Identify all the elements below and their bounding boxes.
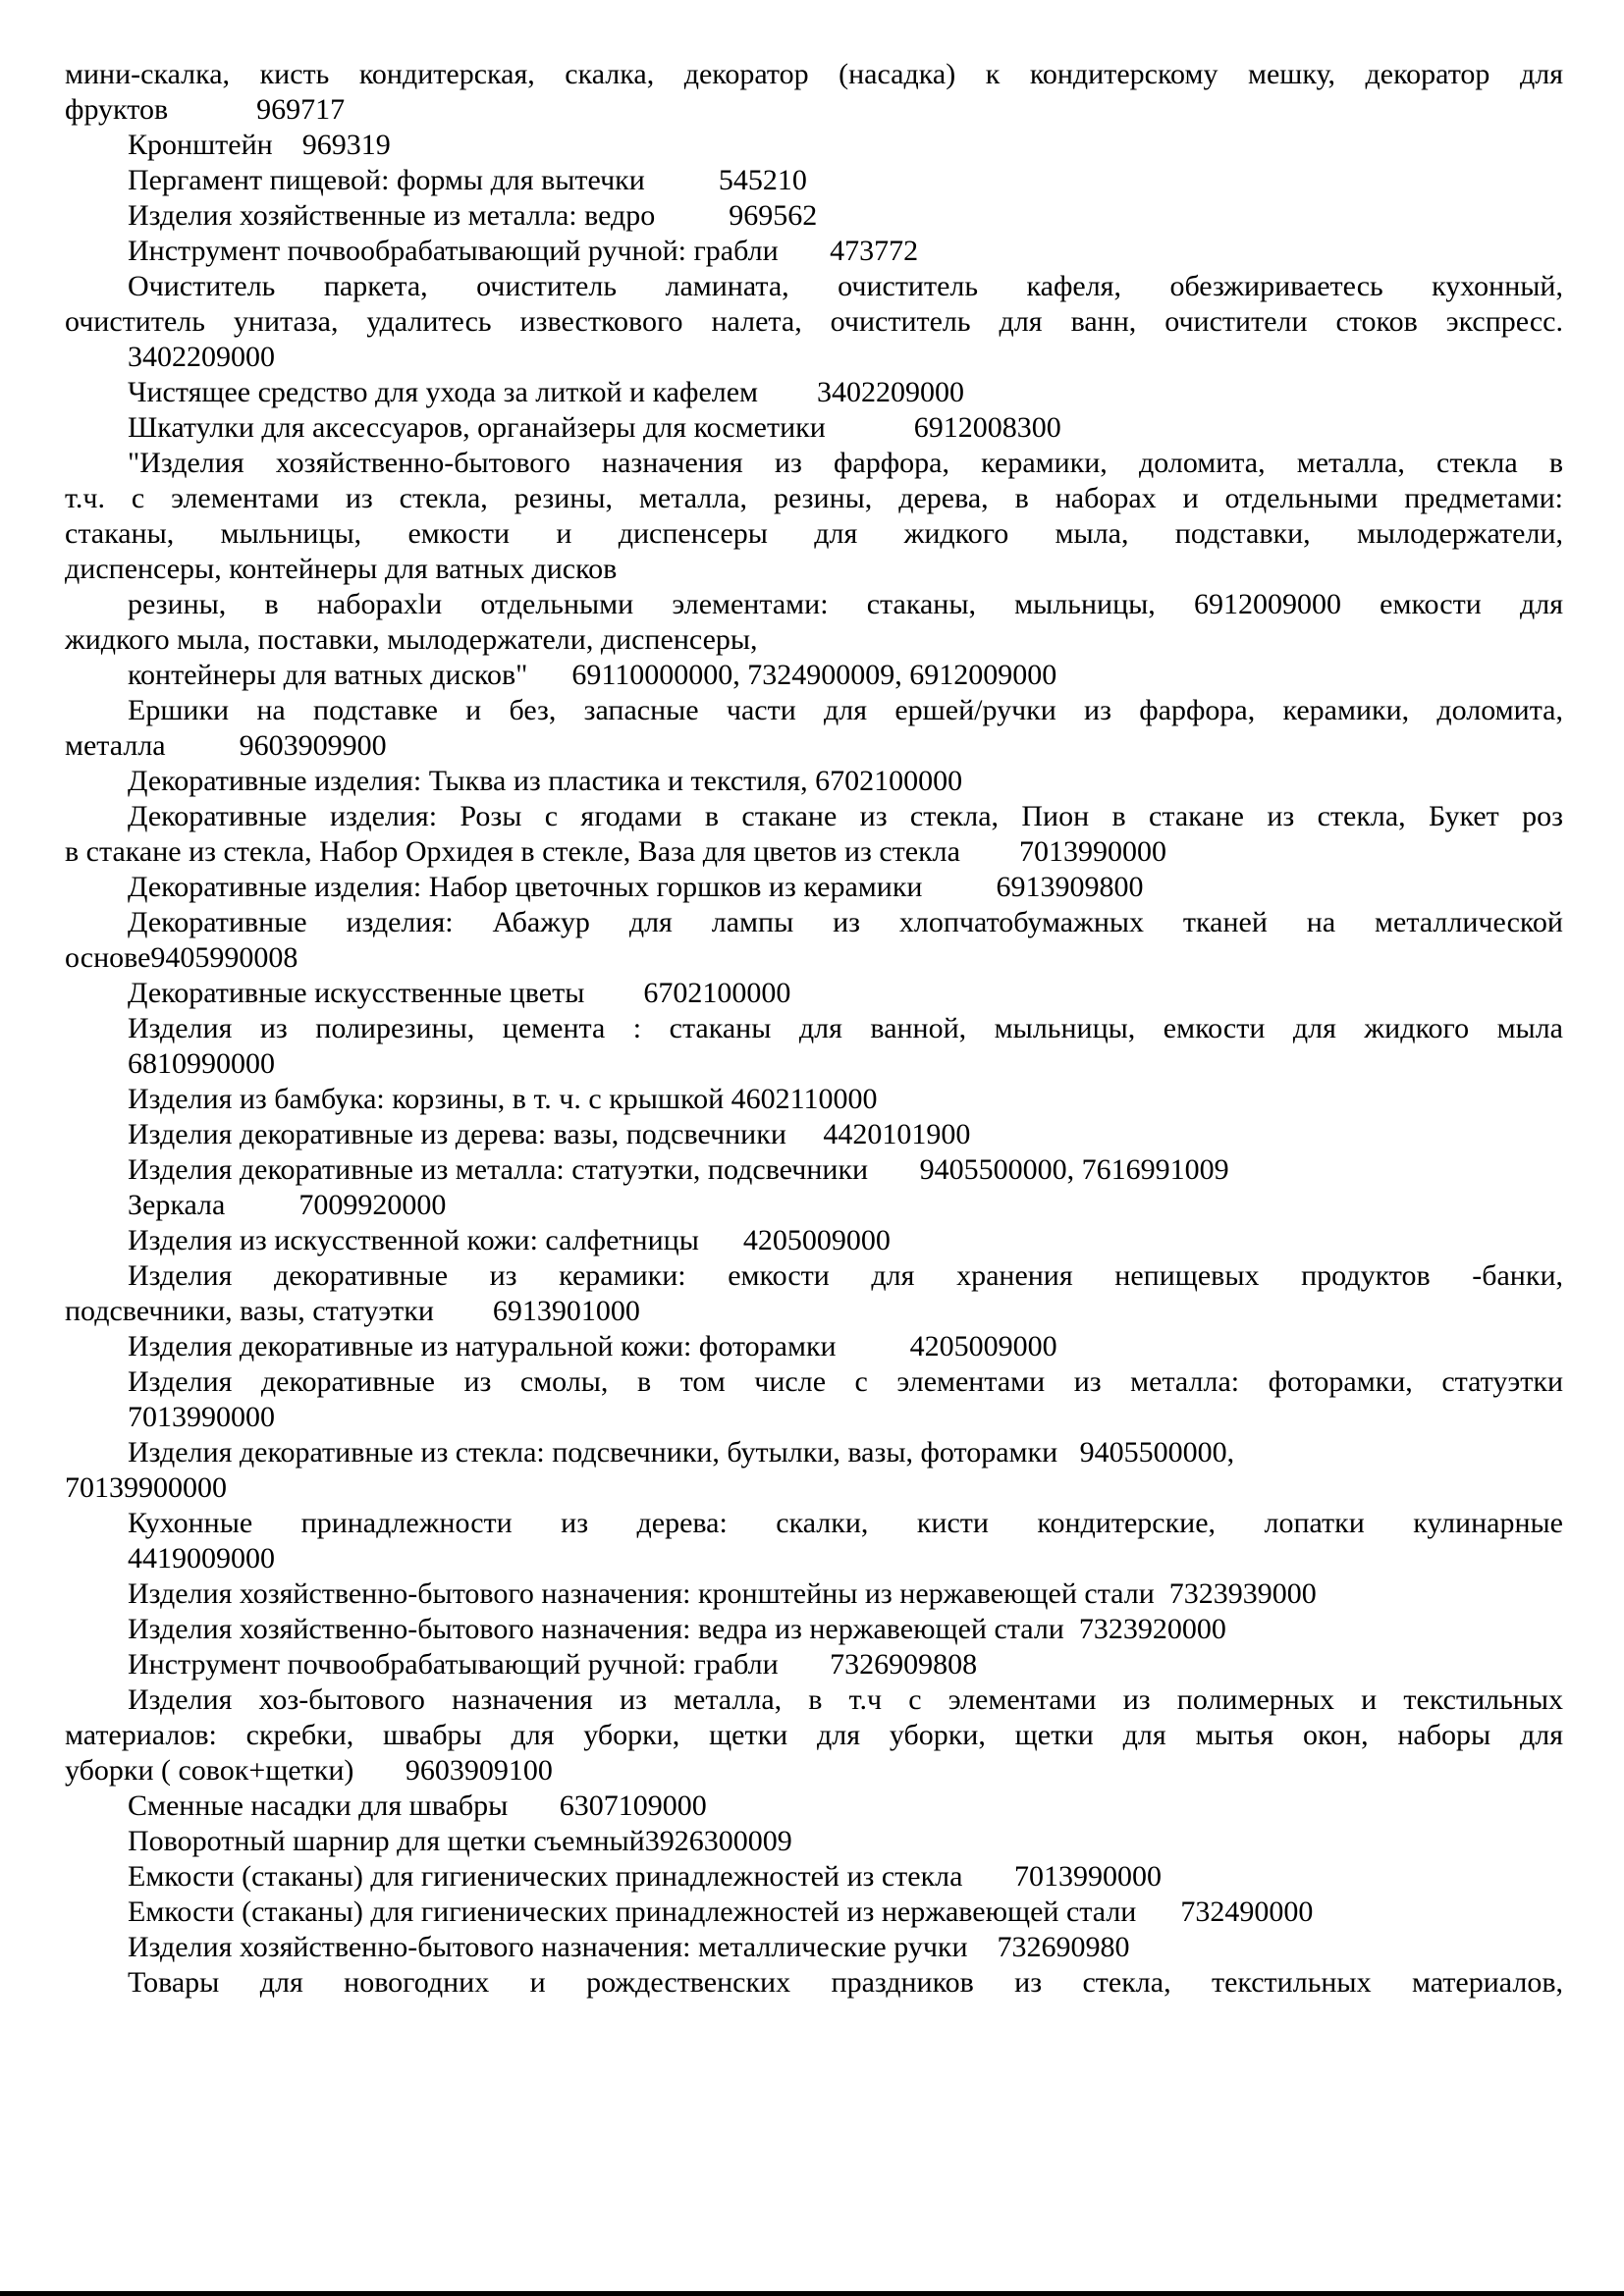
- text-line: Изделия декоративные из стекла: подсвечники, бутылки, вазы, фоторамки 9405500000,: [128, 1436, 1235, 1468]
- text-line: Изделия декоративные из дерева: вазы, подсвечники 4420101900: [128, 1118, 971, 1150]
- text-line: очиститель унитаза, удалитесь известкового налета, очиститель для ванн, очистители стоков экспресс.: [65, 305, 1563, 338]
- text-line: Емкости (стаканы) для гигиенических принадлежностей из стекла 7013990000: [128, 1860, 1162, 1893]
- text-line: Товары для новогодних и рождественских праздников из стекла, текстильных материалов,: [128, 1966, 1563, 1999]
- text-line: Зеркала 7009920000: [128, 1189, 447, 1221]
- text-line: Декоративные искусственные цветы 6702100000: [128, 977, 791, 1009]
- text-line: Инструмент почвообрабатывающий ручной: грабли 473772: [128, 235, 919, 267]
- text-line: фруктов 969717: [65, 93, 346, 126]
- text-line: 3402209000: [128, 341, 275, 373]
- text-line: Изделия декоративные из керамики: емкости для хранения непищевых продуктов -банки,: [128, 1259, 1563, 1292]
- text-line: Декоративные изделия: Розы с ягодами в стакане из стекла, Пион в стакане из стекла, Букет роз: [128, 800, 1563, 832]
- text-line: Изделия хозяйственно-бытового назначения: кронштейны из нержавеющей стали 7323939000: [128, 1577, 1317, 1610]
- text-line: основе9405990008: [65, 941, 298, 974]
- text-line: диспенсеры, контейнеры для ватных дисков: [65, 553, 618, 585]
- text-line: Пергамент пищевой: формы для вытечки 545210: [128, 164, 807, 196]
- text-line: "Изделия хозяйственно-бытового назначения из фарфора, керамики, доломита, металла, стекла в: [128, 447, 1563, 479]
- text-line: 7013990000: [128, 1401, 275, 1433]
- text-line: Изделия хозяйственно-бытового назначения: ведра из нержавеющей стали 7323920000: [128, 1613, 1226, 1645]
- text-line: Сменные насадки для швабры 6307109000: [128, 1789, 707, 1822]
- text-line: Изделия декоративные из смолы, в том числе с элементами из металла: фоторамки, статуэтки: [128, 1365, 1563, 1398]
- text-line: Декоративные изделия: Тыква из пластика и текстиля, 6702100000: [128, 765, 963, 797]
- text-line: жидкого мыла, поставки, мылодержатели, диспенсеры,: [65, 623, 758, 656]
- text-line: т.ч. с элементами из стекла, резины, металла, резины, дерева, в наборах и отдельными предметами:: [65, 482, 1563, 514]
- text-line: Изделия хоз-бытового назначения из металла, в т.ч с элементами из полимерных и текстильных: [128, 1683, 1563, 1716]
- bottom-border-line: [0, 2291, 1624, 2296]
- text-line: 6810990000: [128, 1047, 275, 1080]
- text-line: резины, в наборахlи отдельными элементами: стаканы, мыльницы, 6912009000 емкости для: [128, 588, 1563, 620]
- text-line: Изделия из искусственной кожи: салфетницы 4205009000: [128, 1224, 891, 1256]
- text-line: 4419009000: [128, 1542, 275, 1575]
- text-line: Ершики на подставке и без, запасные части для ершей/ручки из фарфора, керамики, доломита,: [128, 694, 1563, 726]
- text-line: стаканы, мыльницы, емкости и диспенсеры для жидкого мыла, подставки, мылодержатели,: [65, 517, 1563, 550]
- text-line: Кухонные принадлежности из дерева: скалки, кисти кондитерские, лопатки кулинарные: [128, 1507, 1563, 1539]
- text-line: материалов: скребки, швабры для уборки, щетки для уборки, щетки для мытья окон, наборы для: [65, 1719, 1563, 1751]
- text-line: Декоративные изделия: Набор цветочных горшков из керамики 6913909800: [128, 871, 1144, 903]
- text-line: подсвечники, вазы, статуэтки 6913901000: [65, 1295, 640, 1327]
- text-line: Шкатулки для аксессуаров, органайзеры для косметики 6912008300: [128, 411, 1061, 444]
- text-line: 70139900000: [65, 1471, 227, 1504]
- text-line: Декоративные изделия: Абажур для лампы из хлопчатобумажных тканей на металлической: [128, 906, 1563, 938]
- text-line: Изделия декоративные из металла: статуэтки, подсвечники 9405500000, 7616991009: [128, 1153, 1229, 1186]
- text-line: Изделия декоративные из натуральной кожи: фоторамки 4205009000: [128, 1330, 1057, 1362]
- text-line: металла 9603909900: [65, 729, 387, 762]
- text-line: Инструмент почвообрабатывающий ручной: грабли 7326909808: [128, 1648, 978, 1681]
- text-line: Изделия из полирезины, цемента : стаканы для ванной, мыльницы, емкости для жидкого мыла: [128, 1012, 1563, 1044]
- text-line: Кронштейн 969319: [128, 129, 391, 161]
- text-line: Емкости (стаканы) для гигиенических принадлежностей из нержавеющей стали 732490000: [128, 1896, 1314, 1928]
- text-line: мини-скалка, кисть кондитерская, скалка, декоратор (насадка) к кондитерскому мешку, декоратор для: [65, 58, 1563, 90]
- text-line: Чистящее средство для ухода за литкой и кафелем 3402209000: [128, 376, 965, 408]
- text-line: контейнеры для ватных дисков" 69110000000, 7324900009, 6912009000: [128, 659, 1057, 691]
- text-line: Изделия из бамбука: корзины, в т. ч. с крышкой 4602110000: [128, 1083, 878, 1115]
- text-line: уборки ( совок+щетки) 9603909100: [65, 1754, 553, 1787]
- text-line: Изделия хозяйственные из металла: ведро 969562: [128, 199, 818, 232]
- text-content: [65, 57, 1563, 2001]
- text-line: Поворотный шарнир для щетки съемный3926300009: [128, 1825, 792, 1857]
- text-line: Очиститель паркета, очиститель ламината, очиститель кафеля, обезжириваетесь кухонный,: [128, 270, 1563, 302]
- text-line: Изделия хозяйственно-бытового назначения: металлические ручки 732690980: [128, 1931, 1130, 1963]
- text-line: в стакане из стекла, Набор Орхидея в стекле, Ваза для цветов из стекла 7013990000: [65, 835, 1166, 868]
